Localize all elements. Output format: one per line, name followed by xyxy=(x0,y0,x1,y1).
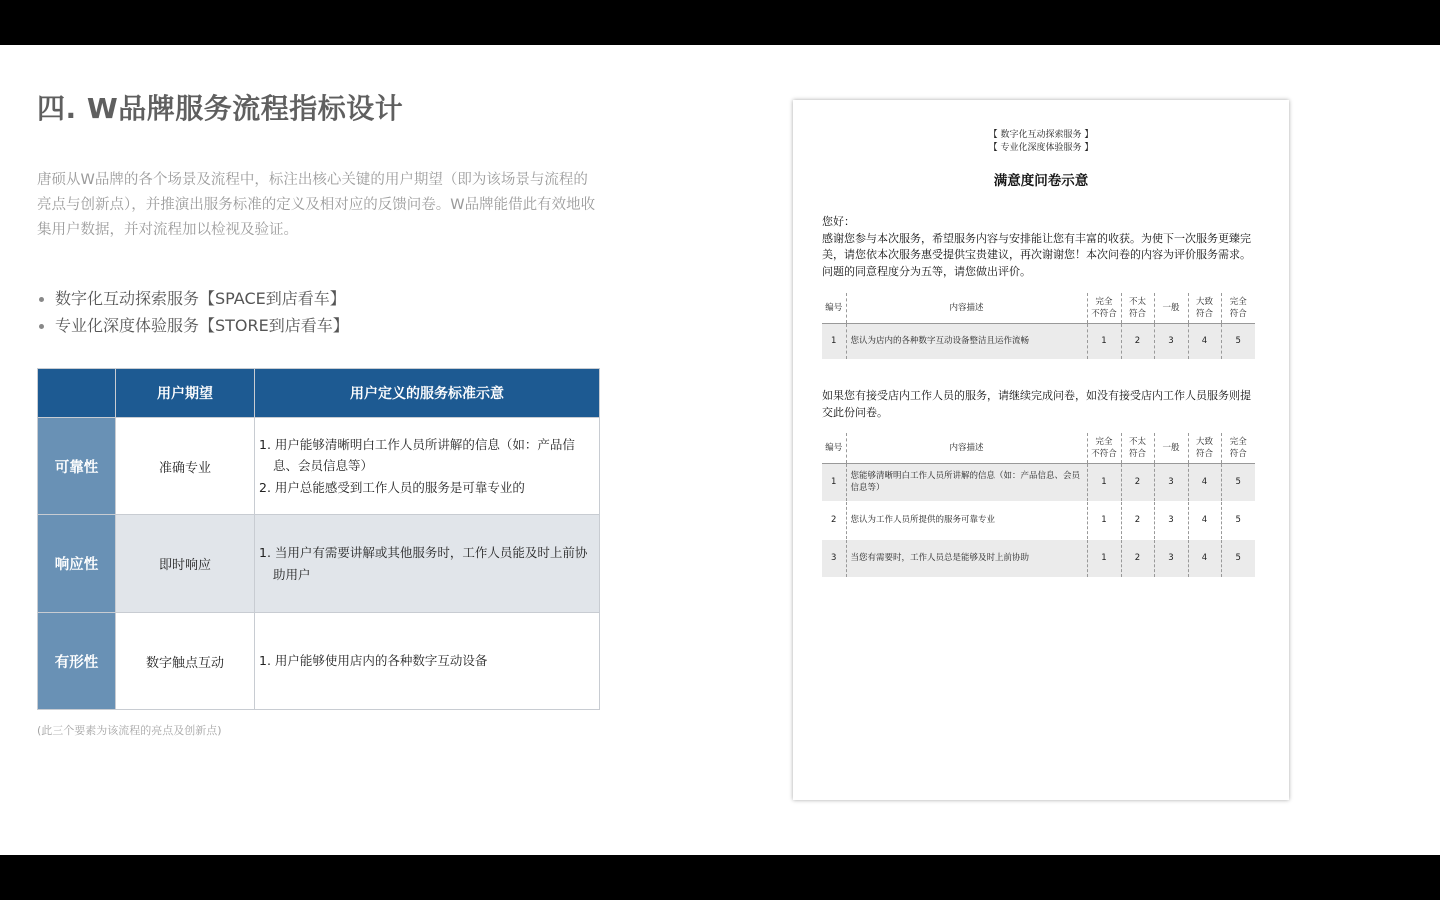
col-score-3: 一般 xyxy=(1154,433,1188,463)
col-score-1: 完全 不符合 xyxy=(1087,433,1121,463)
question-text: 当您有需要时，工作人员总是能够及时上前协助 xyxy=(846,539,1087,577)
score-option[interactable]: 3 xyxy=(1154,323,1188,359)
col-score-5: 完全 符合 xyxy=(1221,433,1255,463)
page-title: 四. W品牌服务流程指标设计 xyxy=(37,92,404,125)
row-definition xyxy=(255,613,600,710)
score-option[interactable]: 1 xyxy=(1087,323,1121,359)
score-option[interactable]: 2 xyxy=(1121,323,1154,359)
col-score-2: 不太 符合 xyxy=(1121,433,1154,463)
intro-paragraph: 唐硕从W品牌的各个场景及流程中，标注出核心关键的用户期望（即为该场景与流程的亮点与创新点），并推演出服务标准的定义及相对应的反馈问卷。W品牌能借此有效地收集用户数据，并对流程加以检视及验证。 xyxy=(37,172,596,238)
row-definition xyxy=(255,515,600,613)
table-row xyxy=(38,515,600,613)
col-score-2: 不太 符合 xyxy=(1121,293,1154,323)
row-label: 有形性 xyxy=(38,613,116,710)
questionnaire-table-2 xyxy=(822,433,1255,578)
question-no: 3 xyxy=(822,539,846,577)
score-option[interactable]: 2 xyxy=(1121,463,1154,501)
definition-item: 2. 用户总能感受到工作人员的服务是可靠专业的 xyxy=(259,479,525,495)
questionnaire-sheet xyxy=(793,100,1289,800)
score-option[interactable]: 1 xyxy=(1087,501,1121,539)
row-expectation: 准确专业 xyxy=(116,418,255,515)
score-option[interactable]: 2 xyxy=(1121,539,1154,577)
col-score-1: 完全 不符合 xyxy=(1087,293,1121,323)
score-option[interactable]: 3 xyxy=(1154,539,1188,577)
col-desc: 内容描述 xyxy=(846,293,1087,323)
col-desc: 内容描述 xyxy=(846,433,1087,463)
questionnaire-followup: 如果您有接受店内工作人员的服务，请继续完成问卷，如没有接受店内工作人员服务则提交此份问卷。 xyxy=(822,389,1251,419)
score-option[interactable]: 5 xyxy=(1221,501,1255,539)
service-name: 【 专业化深度体验服务 】 xyxy=(988,143,1094,153)
questionnaire-intro xyxy=(822,214,1257,280)
definition-item: 1. 用户能够使用店内的各种数字互动设备 xyxy=(259,653,488,669)
col-score-5: 完全 符合 xyxy=(1221,293,1255,323)
question-no: 2 xyxy=(822,501,846,539)
service-list xyxy=(37,285,349,339)
row-definition xyxy=(255,418,600,515)
row-expectation: 即时响应 xyxy=(116,515,255,613)
score-option[interactable]: 5 xyxy=(1221,323,1255,359)
questionnaire-table-1 xyxy=(822,293,1255,360)
definition-item: 1. 用户能够清晰明白工作人员所讲解的信息（如：产品信息、会员信息等） xyxy=(259,436,575,474)
table-row xyxy=(822,539,1255,577)
table-row xyxy=(822,323,1255,359)
table-header-expectation: 用户期望 xyxy=(116,369,255,418)
score-option[interactable]: 1 xyxy=(1087,539,1121,577)
greeting: 您好： xyxy=(822,215,855,228)
row-label: 可靠性 xyxy=(38,418,116,515)
intro-text: 感谢您参与本次服务，希望服务内容与安排能让您有丰富的收获。为使下一次服务更臻完美，请您依本次服务惠受提供宝贵建议，再次谢谢您！本次问卷的内容为评价服务需求。问题的同意程度分为五等，请您做出评价。 xyxy=(822,231,1251,278)
score-option[interactable]: 4 xyxy=(1188,463,1221,501)
row-expectation: 数字触点互动 xyxy=(116,613,255,710)
score-option[interactable]: 4 xyxy=(1188,501,1221,539)
service-standard-table xyxy=(37,368,600,710)
definition-item: 1. 当用户有需要讲解或其他服务时，工作人员能及时上前协助用户 xyxy=(259,545,588,582)
score-option[interactable]: 4 xyxy=(1188,323,1221,359)
table-header-standard: 用户定义的服务标准示意 xyxy=(255,369,600,418)
col-score-3: 一般 xyxy=(1154,293,1188,323)
col-score-4: 大致 符合 xyxy=(1188,433,1221,463)
list-item: 专业化深度体验服务【STORE到店看车】 xyxy=(37,312,349,339)
question-text: 您认为工作人员所提供的服务可靠专业 xyxy=(846,501,1087,539)
score-option[interactable]: 4 xyxy=(1188,539,1221,577)
row-label: 响应性 xyxy=(38,515,116,613)
slide xyxy=(0,45,1440,855)
table-header-empty xyxy=(38,369,116,418)
question-no: 1 xyxy=(822,323,846,359)
score-option[interactable]: 5 xyxy=(1221,463,1255,501)
table-row xyxy=(822,501,1255,539)
table-row xyxy=(822,463,1255,501)
list-item: 数字化互动探索服务【SPACE到店看车】 xyxy=(37,285,349,312)
table-row xyxy=(38,613,600,710)
question-no: 1 xyxy=(822,463,846,501)
col-no: 编号 xyxy=(822,293,846,323)
question-text: 您能够清晰明白工作人员所讲解的信息（如：产品信息、会员信息等） xyxy=(846,463,1087,501)
questionnaire-services xyxy=(793,129,1289,155)
score-option[interactable]: 5 xyxy=(1221,539,1255,577)
questionnaire-title: 满意度问卷示意 xyxy=(993,173,1089,189)
score-option[interactable]: 1 xyxy=(1087,463,1121,501)
col-no: 编号 xyxy=(822,433,846,463)
score-option[interactable]: 3 xyxy=(1154,501,1188,539)
service-name: 【 数字化互动探索服务 】 xyxy=(988,130,1094,140)
table-row xyxy=(38,418,600,515)
score-option[interactable]: 2 xyxy=(1121,501,1154,539)
question-text: 您认为店内的各种数字互动设备整洁且运作流畅 xyxy=(846,323,1087,359)
score-option[interactable]: 3 xyxy=(1154,463,1188,501)
col-score-4: 大致 符合 xyxy=(1188,293,1221,323)
table-note: (此三个要素为该流程的亮点及创新点) xyxy=(37,724,222,737)
